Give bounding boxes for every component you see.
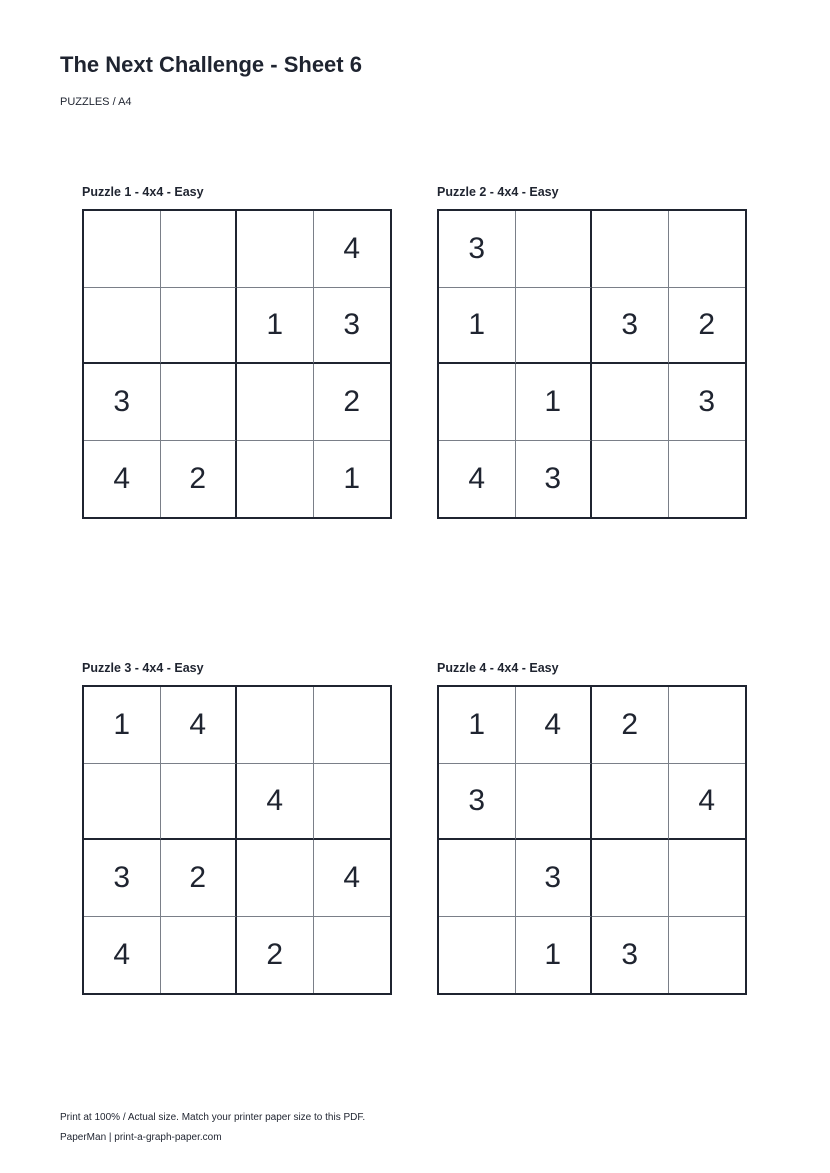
- grid-cell: [592, 211, 669, 288]
- grid-cell: 4: [314, 840, 391, 917]
- grid-cell: [237, 211, 314, 288]
- grid-cell: [592, 364, 669, 441]
- grid-cell: [84, 764, 161, 841]
- grid-cell: [161, 211, 238, 288]
- grid-cell: 4: [84, 441, 161, 518]
- grid-cell: [669, 687, 746, 764]
- grid-cell: 4: [237, 764, 314, 841]
- grid-cell: 4: [314, 211, 391, 288]
- grid-cell: 3: [592, 288, 669, 365]
- grid-cell: 3: [592, 917, 669, 994]
- sudoku-grid: [82, 685, 392, 995]
- grid-cell: [592, 764, 669, 841]
- grid-cell: 3: [84, 840, 161, 917]
- grid-cell: 4: [516, 687, 593, 764]
- grid-cell: 1: [516, 917, 593, 994]
- grid-cell: [439, 917, 516, 994]
- grid-cell: [237, 687, 314, 764]
- puzzle-label: Puzzle 2 - 4x4 - Easy: [437, 185, 559, 199]
- grid-cell: 4: [439, 441, 516, 518]
- grid-cell: [439, 840, 516, 917]
- sudoku-grid: [437, 685, 747, 995]
- sudoku-grid: [437, 209, 747, 519]
- grid-cell: [314, 764, 391, 841]
- grid-cell: 4: [161, 687, 238, 764]
- grid-cell: 1: [439, 687, 516, 764]
- grid-cell: 4: [669, 764, 746, 841]
- grid-cell: 3: [439, 211, 516, 288]
- grid-cell: 2: [237, 917, 314, 994]
- grid-cell: [592, 441, 669, 518]
- grid-cell: [314, 917, 391, 994]
- grid-cell: 4: [84, 917, 161, 994]
- page-title: The Next Challenge - Sheet 6: [60, 52, 362, 77]
- grid-cell: [592, 840, 669, 917]
- grid-cell: 3: [314, 288, 391, 365]
- grid-cell: 1: [84, 687, 161, 764]
- grid-cell: 2: [314, 364, 391, 441]
- grid-cell: [314, 687, 391, 764]
- grid-cell: [669, 840, 746, 917]
- grid-cell: [237, 364, 314, 441]
- grid-cell: [516, 211, 593, 288]
- grid-cell: [84, 288, 161, 365]
- grid-cell: 1: [516, 364, 593, 441]
- grid-cell: [669, 441, 746, 518]
- grid-cell: 2: [161, 441, 238, 518]
- footer-credit: PaperMan | print-a-graph-paper.com: [60, 1132, 222, 1143]
- grid-cell: 3: [516, 840, 593, 917]
- grid-cell: 1: [343, 461, 361, 495]
- grid-cell: [84, 211, 161, 288]
- grid-cell: 3: [516, 441, 593, 518]
- grid-cell: [516, 764, 593, 841]
- grid-cell: [237, 840, 314, 917]
- grid-cell: 3: [439, 764, 516, 841]
- grid-cell: [516, 288, 593, 365]
- grid-cell: 1: [439, 288, 516, 365]
- sudoku-grid: [82, 209, 392, 519]
- grid-cell: [161, 364, 238, 441]
- grid-cell: [161, 288, 238, 365]
- grid-cell: [439, 364, 516, 441]
- grid-cell: [161, 917, 238, 994]
- grid-cell: 2: [161, 840, 238, 917]
- page-subtitle: PUZZLES / A4: [60, 96, 132, 108]
- grid-cell: [669, 917, 746, 994]
- grid-cell: 2: [669, 288, 746, 365]
- grid-cell: 2: [592, 687, 669, 764]
- grid-cell: 3: [84, 364, 161, 441]
- grid-cell: [669, 211, 746, 288]
- grid-cell: 3: [669, 364, 746, 441]
- print-instructions: Print at 100% / Actual size. Match your printer paper size to this PDF.: [60, 1112, 366, 1123]
- puzzle-label: Puzzle 3 - 4x4 - Easy: [82, 661, 204, 675]
- grid-cell: 1: [237, 288, 314, 365]
- grid-cell: [161, 764, 238, 841]
- puzzle-label: Puzzle 1 - 4x4 - Easy: [82, 185, 204, 199]
- grid-cell: [237, 441, 314, 518]
- puzzle-label: Puzzle 4 - 4x4 - Easy: [437, 661, 559, 675]
